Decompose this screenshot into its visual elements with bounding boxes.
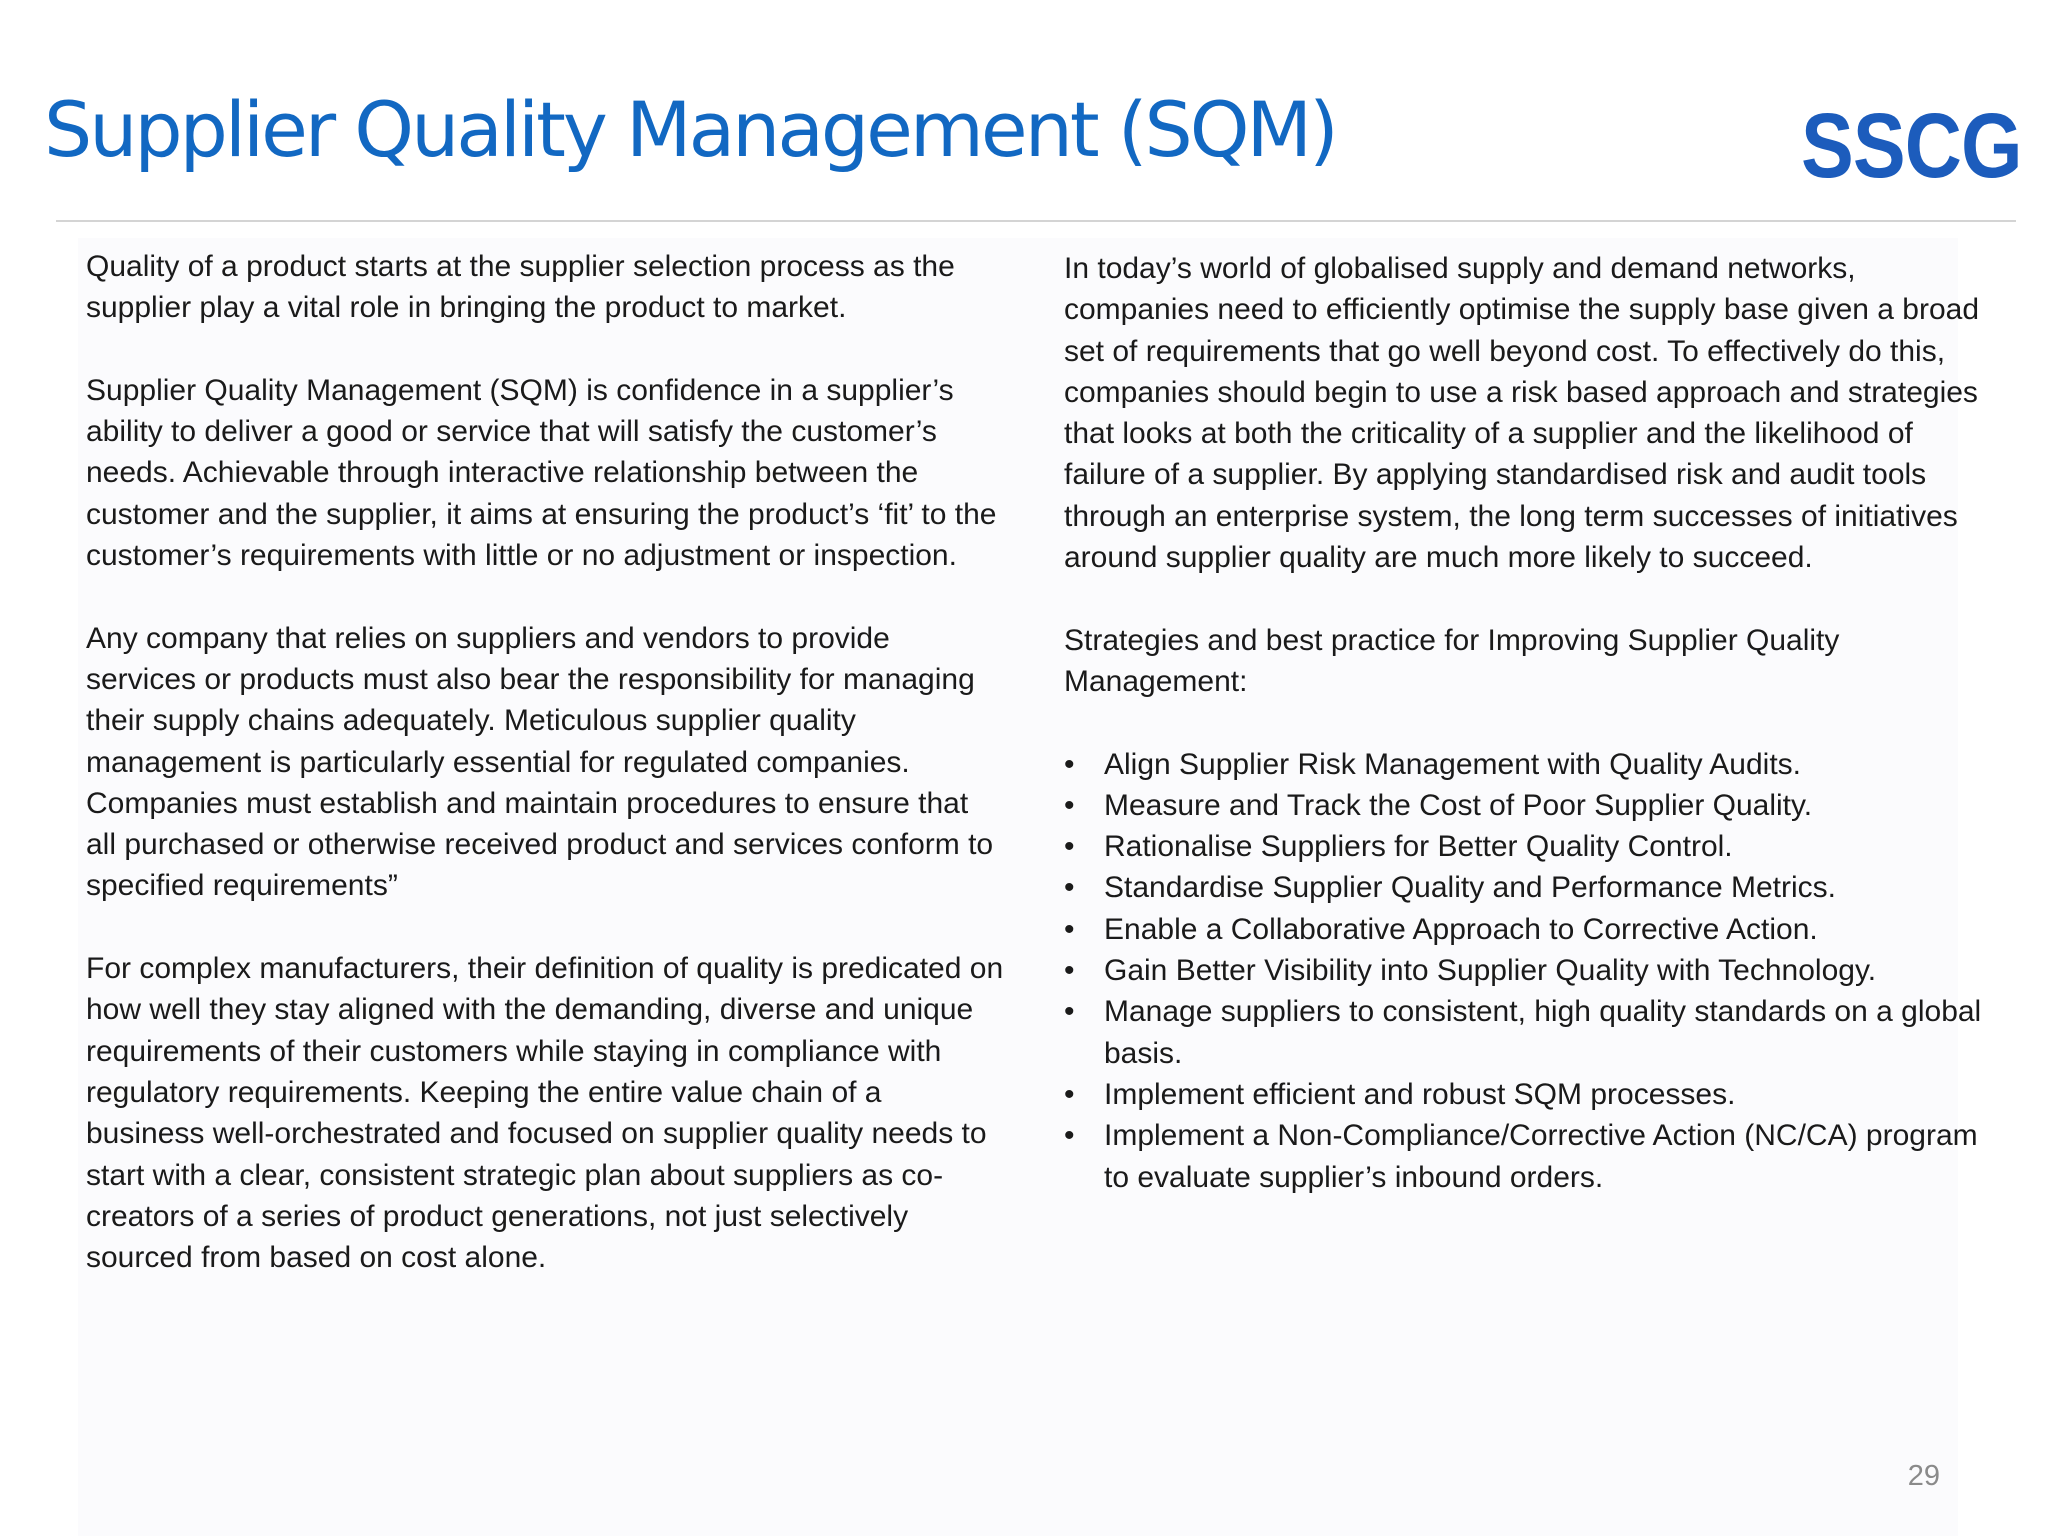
paragraph-complex-manufacturers: For complex manufacturers, their definition of quality is predicated on how well they stay aligned with the demanding, diverse and unique requirements of their customers while staying in compliance with regulatory requirements. Keeping the entire value chain of a business well-orchestrated and focused on supplier quality needs to start with a clear, consistent strategic plan about suppliers as co-creators of a series of product generations, not just selectively sourced from based on cost alone. [86, 952, 1004, 1275]
bullet-icon: • [1064, 954, 1075, 988]
list-item-text: Enable a Collaborative Approach to Corrective Action. [1104, 912, 1818, 946]
list-item-text: Align Supplier Risk Management with Quality Audits. [1104, 747, 1802, 781]
bullet-icon: • [1064, 1077, 1075, 1111]
strategies-heading: Strategies and best practice for Improving Supplier Quality Management: [1064, 623, 1840, 698]
bullet-icon: • [1064, 788, 1075, 822]
list-item-text: Standardise Supplier Quality and Performance Metrics. [1104, 871, 1837, 905]
list-item [1064, 826, 1984, 867]
list-item [1064, 1074, 1984, 1115]
strategies-list [1064, 744, 1984, 1198]
bullet-icon: • [1064, 995, 1075, 1029]
list-item-text: Gain Better Visibility into Supplier Quality with Technology. [1104, 954, 1877, 988]
sscg-logo: SSCG [1801, 95, 2022, 197]
bullet-icon: • [1064, 1119, 1075, 1153]
title-divider [56, 220, 2016, 222]
list-item-text: Measure and Track the Cost of Poor Supplier Quality. [1104, 788, 1813, 822]
list-item [1064, 744, 1984, 785]
paragraph-sqm-definition: Supplier Quality Management (SQM) is confidence in a supplier’s ability to deliver a good or service that will satisfy the customer’s needs. Achievable through interactive relationship between the customer and the supplier, it aims at ensuring the product’s ‘fit’ to the customer’s requirements with little or no adjustment or inspection. [86, 373, 997, 573]
list-item [1064, 950, 1984, 991]
paragraph-supply-chain-responsibility: Any company that relies on suppliers and vendors to provide services or products must also bear the responsibility for managing their supply chains adequately. Meticulous supplier quality management is particularly essential for regulated companies. Companies must establish and maintain procedures to ensure that all purchased or otherwise received product and services conform to specified requirements” [86, 621, 994, 903]
list-item-text: Implement a Non-Compliance/Corrective Action (NC/CA) program to evaluate supplier’s inbound orders. [1104, 1119, 1978, 1194]
slide-title: Supplier Quality Management (SQM) [44, 85, 1336, 174]
page-number: 29 [1907, 1460, 1940, 1492]
right-column [1064, 248, 1984, 1198]
list-item-text: Rationalise Suppliers for Better Quality Control. [1104, 830, 1733, 864]
paragraph-globalised-supply: In today’s world of globalised supply and demand networks, companies need to efficiently optimise the supply base given a broad set of requirements that go well beyond cost. To effectively do this, companies should begin to use a risk based approach and strategies that looks at both the criticality of a supplier and the likelihood of failure of a supplier. By applying standardised risk and audit tools through an enterprise system, the long term successes of initiatives around supplier quality are much more likely to succeed. [1064, 252, 1980, 575]
list-item-text: Implement efficient and robust SQM processes. [1104, 1077, 1736, 1111]
bullet-icon: • [1064, 747, 1075, 781]
list-item [1064, 1115, 1984, 1198]
list-item [1064, 991, 1984, 1074]
paragraph-supplier-selection: Quality of a product starts at the supplier selection process as the supplier play a vital role in bringing the product to market. [86, 250, 955, 325]
bullet-icon: • [1064, 830, 1075, 864]
bullet-icon: • [1064, 912, 1075, 946]
list-item [1064, 909, 1984, 950]
list-item [1064, 867, 1984, 908]
bullet-icon: • [1064, 871, 1075, 905]
list-item [1064, 785, 1984, 826]
left-column [86, 246, 1006, 1320]
list-item-text: Manage suppliers to consistent, high quality standards on a global basis. [1104, 995, 1982, 1070]
